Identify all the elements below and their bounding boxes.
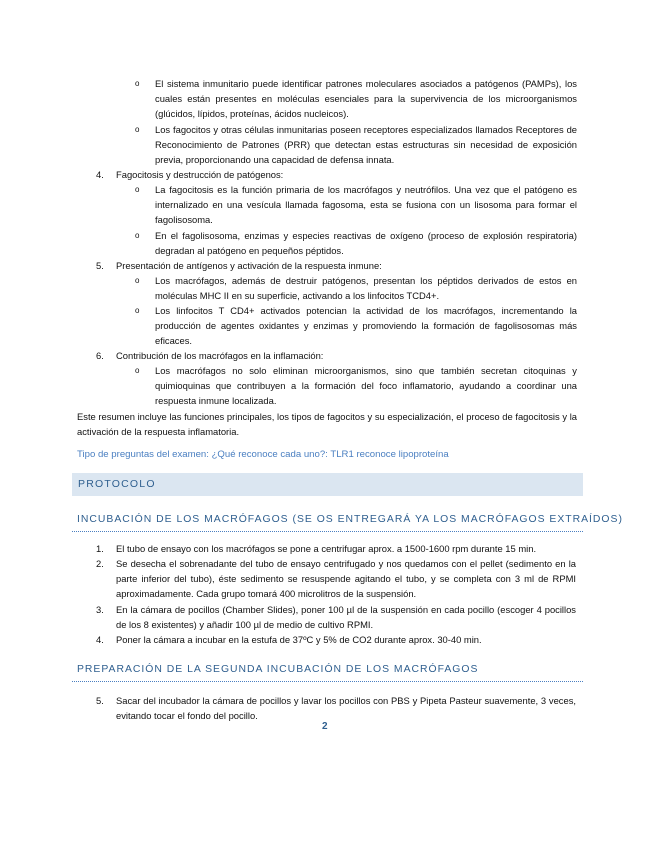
step-number: 2. xyxy=(96,558,104,569)
section6-title: Contribución de los macrófagos en la inflamación: xyxy=(116,350,324,361)
bullet-glyph: o xyxy=(135,125,140,134)
exam-note: Tipo de preguntas del examen: ¿Qué reconoce cada uno?: TLR1 reconoce lipoproteína xyxy=(77,449,449,460)
section5-item-1: Los macrófagos, además de destruir patógenos, presentan los péptidos derivados de estos en moléculas MHC II en su superficie, activando a los linfocitos TCD4+. xyxy=(155,275,577,302)
second-step-5: Sacar del incubador la cámara de pocillos y lavar los pocillos con PBS y Pipeta Pasteur suavemente, 3 veces, evitando tocar el fondo del pocillo. xyxy=(116,695,576,722)
page-number: 2 xyxy=(322,721,328,732)
summary-paragraph: Este resumen incluye las funciones principales, los tipos de fagocitos y su especialización, el proceso de fagocitosis y la activación de la respuesta inflamatoria. xyxy=(77,411,577,438)
section3-item-2: Los fagocitos y otras células inmunitarias poseen receptores especializados llamados Receptores de Reconocimiento de Patrones (PRR) que detectan estas estructuras sin necesidad de exposición previa, proporcionando una capacidad de defensa innata. xyxy=(155,124,577,166)
section4-number: 4. xyxy=(96,169,104,180)
section5-item-2: Los linfocitos T CD4+ activados potencian la actividad de los macrófagos, incrementando la producción de agentes oxidantes y enzimas y promoviendo la formación de fagolisosomas más eficaces. xyxy=(155,305,577,347)
bullet-glyph: o xyxy=(135,276,140,285)
step-number: 5. xyxy=(96,695,104,706)
incubation-step-4: Poner la cámara a incubar en la estufa de 37ºC y 5% de CO2 durante aprox. 30-40 min. xyxy=(116,634,482,645)
section4-item-2: En el fagolisosoma, enzimas y especies reactivas de oxígeno (proceso de explosión respiratoria) degradan al patógeno en pequeños péptidos. xyxy=(155,230,577,257)
section6-item-1: Los macrófagos no solo eliminan microorganismos, sino que también secretan citoquinas y quimioquinas que contribuyen a la formación del foco inflamatorio, ayudando a coordinar una respuesta inmune localizada. xyxy=(155,365,577,407)
bullet-glyph: o xyxy=(135,366,140,375)
section4-item-1: La fagocitosis es la función primaria de los macrófagos y neutrófilos. Una vez que el patógeno es internalizado en una vesícula llamada fagosoma, esta se fusiona con un lisosoma para formar el fagolisosoma. xyxy=(155,184,577,226)
section5-title: Presentación de antígenos y activación de la respuesta inmune: xyxy=(116,260,382,271)
incubation-step-3: En la cámara de pocillos (Chamber Slides), poner 100 µl de la suspensión en cada pocillo (escoger 4 pocillos de los 8 existentes) y añadir 100 µl de medio de cultivo RPMI. xyxy=(116,604,576,631)
bullet-glyph: o xyxy=(135,306,140,315)
incubation-step-1: El tubo de ensayo con los macrófagos se pone a centrifugar aprox. a 1500-1600 rpm durante 15 min. xyxy=(116,543,537,554)
heading-underline xyxy=(72,681,583,682)
section4-title: Fagocitosis y destrucción de patógenos: xyxy=(116,169,284,180)
protocol-banner xyxy=(72,473,583,496)
incubation-heading: INCUBACIÓN DE LOS MACRÓFAGOS (SE OS ENTREGARÁ YA LOS MACRÓFAGOS EXTRAÍDOS) xyxy=(77,514,623,525)
section3-item-1: El sistema inmunitario puede identificar patrones moleculares asociados a patógenos (PAMPs), los cuales están presentes en moléculas esenciales para la supervivencia de los microorganismos (glúcidos, lípidos, proteínas, ácidos nucleicos). xyxy=(155,78,577,120)
section5-number: 5. xyxy=(96,260,104,271)
incubation-step-2: Se desecha el sobrenadante del tubo de ensayo centrifugado y nos quedamos con el pellet (sedimento en la parte inferior del tubo), éste sedimento se resuspende agitando el tubo, y se completa con 3 ml de RPMI aproximadamente. Cada grupo tomará 400 microlitros de la suspensión. xyxy=(116,558,576,600)
step-number: 4. xyxy=(96,634,104,645)
bullet-glyph: o xyxy=(135,231,140,240)
section6-number: 6. xyxy=(96,350,104,361)
protocol-title: PROTOCOLO xyxy=(78,478,156,490)
bullet-glyph: o xyxy=(135,185,140,194)
heading-underline xyxy=(72,531,583,532)
step-number: 3. xyxy=(96,604,104,615)
step-number: 1. xyxy=(96,543,104,554)
bullet-glyph: o xyxy=(135,79,140,88)
second-incubation-heading: PREPARACIÓN DE LA SEGUNDA INCUBACIÓN DE LOS MACRÓFAGOS xyxy=(77,664,479,675)
